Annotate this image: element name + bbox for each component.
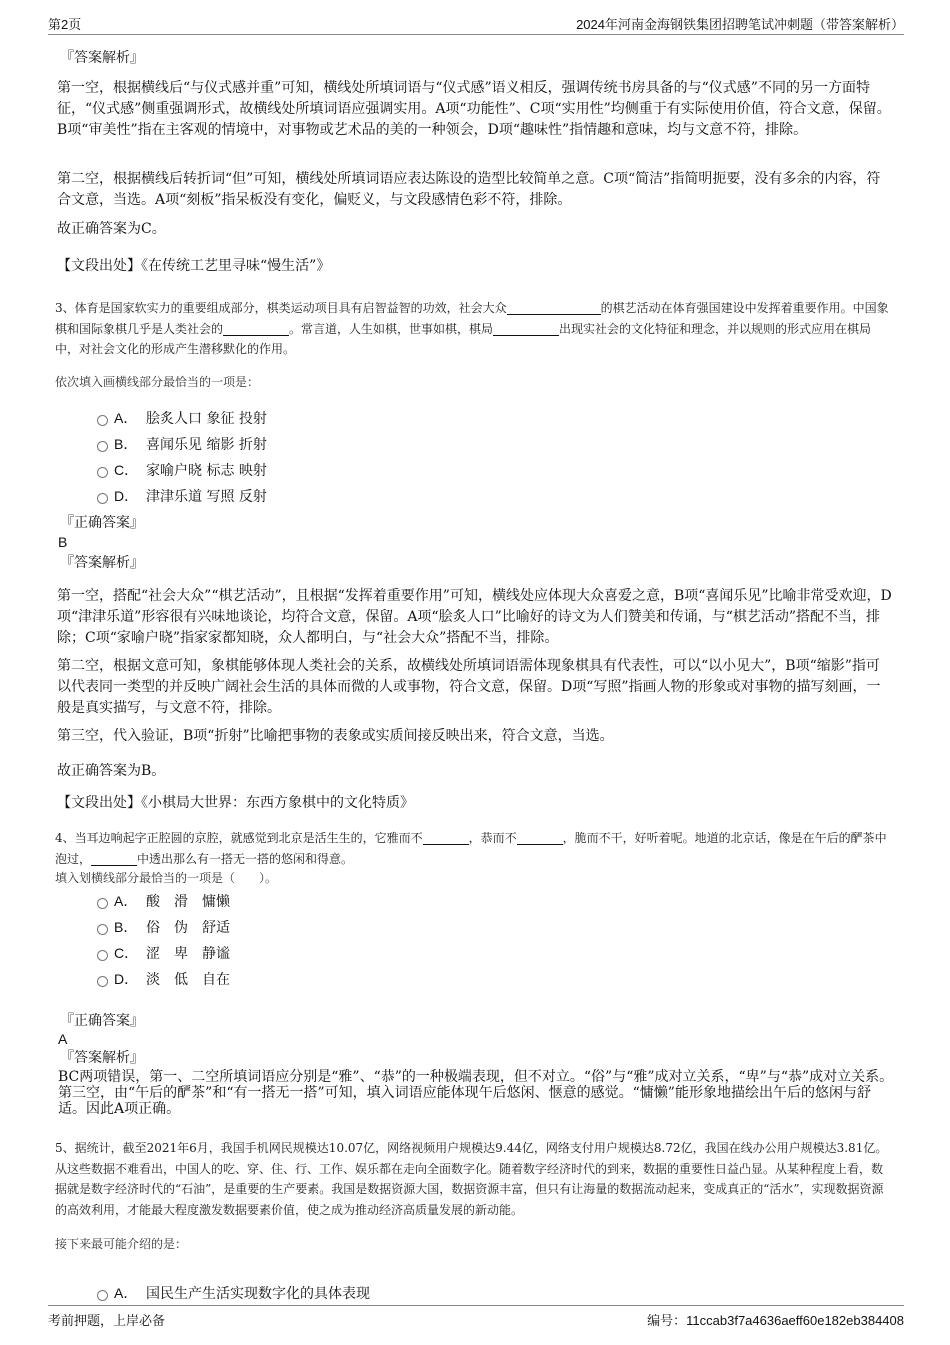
q3-prompt: 依次填入画横线部分最恰当的一项是： xyxy=(55,375,260,389)
q4-question xyxy=(55,828,893,869)
radio-icon[interactable] xyxy=(97,976,108,987)
radio-icon[interactable] xyxy=(97,924,108,935)
q3-text-b: 的棋艺活动在体育强国建设中发挥着重要作用。中国象棋和国际象棋几乎是人类社会的 xyxy=(55,301,889,336)
option-text: 涩 卑 静谧 xyxy=(146,946,230,962)
q4-blank-3 xyxy=(91,851,137,866)
radio-icon[interactable] xyxy=(97,493,108,504)
q3-option-d[interactable] xyxy=(97,486,267,506)
q3-analysis-para2: 第二空，根据文意可知，象棋能够体现人类社会的关系，故横线处所填词语需体现象棋具有代表性，可以“以小见大”，B项“缩影”指可以代表同一类型的并反映广阔社会生活的具体而微的人或事物，符合文意，保留。D项“写照”指画人物的形象或对事物的描写刻画，一般是真实描写，与文意不符，排除。 xyxy=(57,658,881,716)
q2-conclusion: 故正确答案为C。 xyxy=(57,221,166,237)
q3-analysis-label: 『答案解析』 xyxy=(60,555,144,571)
q3-correct-answer: B xyxy=(58,534,68,550)
footer-slogan: 考前押题，上岸必备 xyxy=(48,1313,166,1328)
q2-source: 【文段出处】《在传统工艺里寻味“慢生活”》 xyxy=(57,258,331,274)
q3-option-a[interactable] xyxy=(97,408,267,428)
radio-icon[interactable] xyxy=(97,441,108,452)
page-footer xyxy=(48,1305,904,1328)
q4-option-d[interactable] xyxy=(97,969,230,989)
page-number: 第2页 xyxy=(48,17,82,32)
q4-text-c: ，脆而不干，好听着呢。地道的北京话，像是在午后的酽茶中泡过， xyxy=(55,831,887,866)
q4-option-b[interactable] xyxy=(97,917,230,937)
q4-correct-label: 『正确答案』 xyxy=(60,1013,144,1029)
q3-option-b[interactable] xyxy=(97,434,267,454)
radio-icon[interactable] xyxy=(97,1290,108,1301)
q3-analysis-para1: 第一空，搭配“社会大众”“棋艺活动”，且根据“发挥着重要作用”可知，横线处应体现大众喜爱之意，B项“喜闻乐见”比喻非常受欢迎，D项“津津乐道”形容很有兴味地谈论，均符合文意，保留。A项“脍炙人口”比喻好的诗文为人们赞美和传诵，与“棋艺活动”搭配不当，排除；C项“家喻户晓”指家家都知晓，众人都明白，与“社会大众”搭配不当，排除。 xyxy=(57,588,892,646)
option-text: 俗 伪 舒适 xyxy=(146,920,230,936)
option-letter: C． xyxy=(114,462,139,478)
q3-text-a: 3、体育是国家软实力的重要组成部分，棋类运动项目具有启智益智的功效，社会大众 xyxy=(55,301,507,315)
q2-analysis-para1: 第一空，根据横线后“与仪式感并重”可知，横线处所填词语与“仪式感”语义相反，强调传统书房具备的与“仪式感”不同的另一方面特征，“仪式感”侧重强调形式，故横线处所填词语应强调实用。A项“功能性”、C项“实用性”均侧重于有实际使用价值，符合文意，保留。B项“审美性”指在主客观的情境中，对事物或艺术品的美的一种领会，D项“趣味性”指情趣和意味，均与文意不符，排除。 xyxy=(57,80,891,138)
option-letter: C． xyxy=(114,945,139,961)
q2-analysis-para2: 第二空，根据横线后转折词“但”可知，横线处所填词语应表达陈设的造型比较简单之意。C项“简洁”指简明扼要，没有多余的内容，符合文意，当选。A项“刻板”指呆板没有变化，偏贬义，与文段感情色彩不符，排除。 xyxy=(57,171,881,208)
q3-blank-3 xyxy=(493,321,559,336)
option-text: 家喻户晓 标志 映射 xyxy=(146,463,267,479)
option-letter: D． xyxy=(114,488,139,504)
q4-text-b: ，恭而不 xyxy=(468,831,517,845)
q3-correct-label: 『正确答案』 xyxy=(60,515,144,531)
q4-text-d: 中透出那么有一搭无一搭的悠闲和得意。 xyxy=(137,851,354,866)
q3-conclusion: 故正确答案为B。 xyxy=(57,763,166,779)
option-letter: A． xyxy=(114,1285,138,1301)
q4-analysis-label: 『答案解析』 xyxy=(60,1050,144,1066)
option-letter: B． xyxy=(114,436,138,452)
q3-source: 【文段出处】《小棋局大世界：东西方象棋中的文化特质》 xyxy=(57,795,414,811)
q3-option-c[interactable] xyxy=(97,460,267,480)
q3-text-c: 。常言道，人生如棋，世事如棋，棋局 xyxy=(289,321,494,336)
q3-blank-1 xyxy=(507,300,601,315)
page-header xyxy=(48,12,904,35)
q3-question xyxy=(55,298,893,360)
q4-blank-2 xyxy=(517,830,563,845)
q4-text-a: 4、当耳边响起字正腔圆的京腔，就感觉到北京是活生生的，它雅而不 xyxy=(55,831,423,845)
radio-icon[interactable] xyxy=(97,898,108,909)
radio-icon[interactable] xyxy=(97,415,108,426)
option-text: 脍炙人口 象征 投射 xyxy=(146,411,267,427)
option-letter: D． xyxy=(114,971,139,987)
option-text: 津津乐道 写照 反射 xyxy=(146,489,267,505)
document-code: 编号：11ccab3f7a4636aeff60e182eb384408 xyxy=(647,1313,904,1328)
option-letter: A． xyxy=(114,410,138,426)
q5-option-a[interactable] xyxy=(97,1283,370,1303)
q4-option-c[interactable] xyxy=(97,943,230,963)
option-letter: A． xyxy=(114,893,138,909)
q4-prompt: 填入划横线部分最恰当的一项是（ ）。 xyxy=(55,871,278,885)
q3-text-d: 出现实社会的文化特征和理念，并以规则的形式应用在棋局中，对社会文化的形成产生潜移默化的作用。 xyxy=(55,321,872,356)
q3-analysis-para3: 第三空，代入验证，B项“折射”比喻把事物的表象或实质间接反映出来，符合文意，当选。 xyxy=(57,728,614,744)
option-text: 淡 低 自在 xyxy=(146,972,230,988)
q4-blank-1 xyxy=(423,830,469,845)
option-text: 喜闻乐见 缩影 折射 xyxy=(146,437,267,453)
q2-analysis-label: 『答案解析』 xyxy=(60,50,144,66)
document-title: 2024年河南金海钢铁集团招聘笔试冲刺题（带答案解析） xyxy=(576,17,904,32)
q4-option-a[interactable] xyxy=(97,891,230,911)
option-text: 酸 滑 慵懒 xyxy=(146,894,230,910)
q5-prompt: 接下来最可能介绍的是： xyxy=(55,1237,188,1251)
radio-icon[interactable] xyxy=(97,950,108,961)
radio-icon[interactable] xyxy=(97,467,108,478)
option-letter: B． xyxy=(114,919,138,935)
option-text: 国民生产生活实现数字化的具体表现 xyxy=(146,1286,370,1302)
q5-question: 5、据统计，截至2021年6月，我国手机网民规模达10.07亿，网络视频用户规模达9.44亿，网络支付用户规模达8.72亿，我国在线办公用户规模达3.81亿。从这些数据不难看出，中国人的吃、穿、住、行、工作、娱乐都在走向全面数字化。随着数字经济时代的到来，数据的重要性日益凸显。从某种程度上看，数据就是数字经济时代的“石油”，是重要的生产要素。我国是数据资源大国，数据资源丰富，但只有让海量的数据流动起来，变成真正的“活水”，实现数据资源的高效利用，才能最大程度激发数据要素价值，使之成为推动经济高质量发展的新动能。 xyxy=(55,1141,888,1217)
q4-analysis: BC两项错误，第一、二空所填词语应分别是“雅”、“恭”的一种极端表现，但不对立。“俗”与“雅”成对立关系，“卑”与“恭”成对立关系。第三空，由“午后的酽茶”和“有一搭无一搭”可知，填入词语应能体现午后悠闲、惬意的感觉。“慵懒”能形象地描绘出午后的悠闲与舒适。因此A项正确。 xyxy=(58,1069,894,1117)
q4-correct-answer: A xyxy=(58,1031,68,1047)
q3-blank-2 xyxy=(223,321,289,336)
